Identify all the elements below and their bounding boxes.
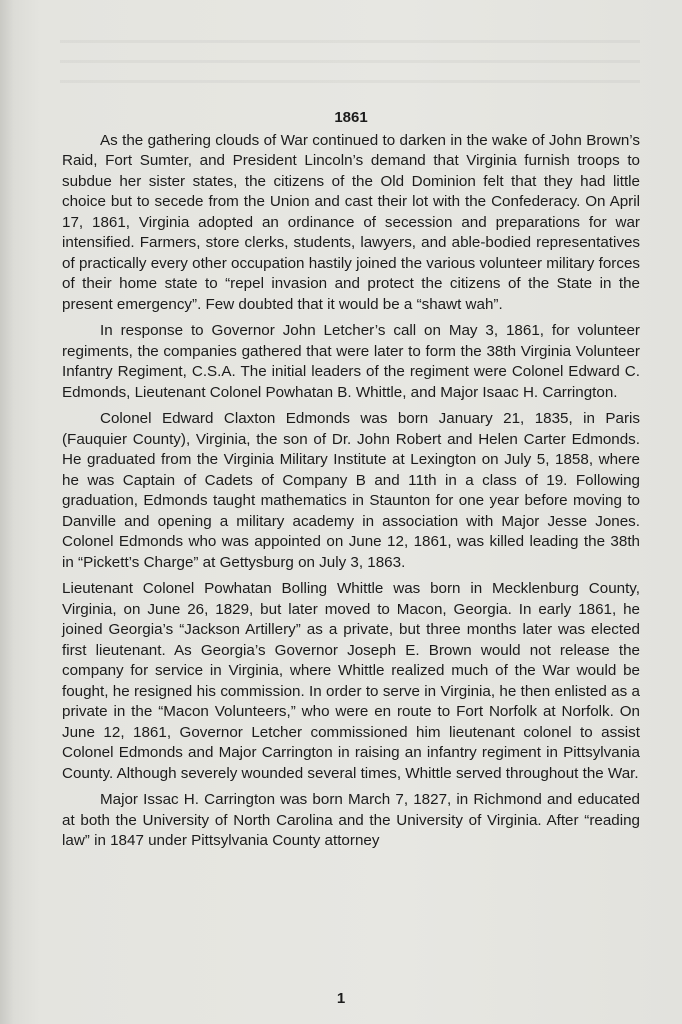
paragraph-regiment-formation: In response to Governor John Letcher’s call on May 3, 1861, for volunteer regiments, the companies gathered that were later to form the 38th Virginia Volunteer Infantry Regiment, C.S.A. The initial leaders of the regiment were Colonel Edward C. Edmonds, Lieutenant Colonel Powhatan B. Whittle, and Major Isaac H. Carrington. [62,322,640,401]
section-heading: 1861 [334,109,368,126]
paragraph-major-carrington: Major Issac H. Carrington was born March 7, 1827, in Richmond and educated at both the University of North Carolina and the University of Virginia. After “reading law” in 1847 under Pittsylvania County attorney [62,791,640,849]
page-number: 1 [336,990,346,1007]
bleed-through-text [60,40,640,100]
paragraph-secession: As the gathering clouds of War continued to darken in the wake of John Brown’s Raid, Fort Sumter, and President Lincoln’s demand that Virginia furnish troops to subdue her sister states, the citizens of the Old Dominion felt that they had little choice but to secede from the Union and cast their lot with the Confederacy. On April 17, 1861, Virginia adopted an ordinance of secession and preparations for war intensified. Farmers, store clerks, students, lawyers, and able-bodied representatives of practically every other occupation hastily joined the various volunteer military forces of their home state to “repel invasion and protect the citizens of the State in the present emergency”. Few doubted that it would be a “shawt wah”. [62,131,640,313]
paragraph-colonel-edmonds: Colonel Edward Claxton Edmonds was born January 21, 1835, in Paris (Fauquier County), Virginia, the son of Dr. John Robert and Helen Carter Edmonds. He graduated from the Virginia Military Institute at Lexington on July 5, 1858, where he was Captain of Cadets of Company B and 11th in a class of 19. Following graduation, Edmonds taught mathematics in Staunton for one year before moving to Danville and opening a military academy in association with Major Jesse Jones. Colonel Edmonds who was appointed on June 12, 1861, was killed leading the 38th in “Pickett’s Charge” at Gettysburg on July 3, 1863. [62,410,640,571]
paragraph-lieutenant-colonel-whittle: Lieutenant Colonel Powhatan Bolling Whittle was born in Mecklenburg County, Virginia, on June 26, 1829, but later moved to Macon, Georgia. In early 1861, he joined Georgia’s “Jackson Artillery” as a private, but three months later was elected first lieutenant. As Georgia’s Governor Joseph E. Brown would not release the company for service in Virginia, where Whittle realized much of the War would be fought, he resigned his commission. In order to serve in Virginia, he then enlisted as a private in the “Macon Volunteers,” who were en route to Fort Norfolk at Norfolk. On June 12, 1861, Governor Letcher commissioned him lieutenant colonel to assist Colonel Edmonds and Major Carrington in raising an infantry regiment in Pittsylvania County. Although severely wounded several times, Whittle served throughout the War. [62,580,640,782]
page-body [62,108,640,858]
